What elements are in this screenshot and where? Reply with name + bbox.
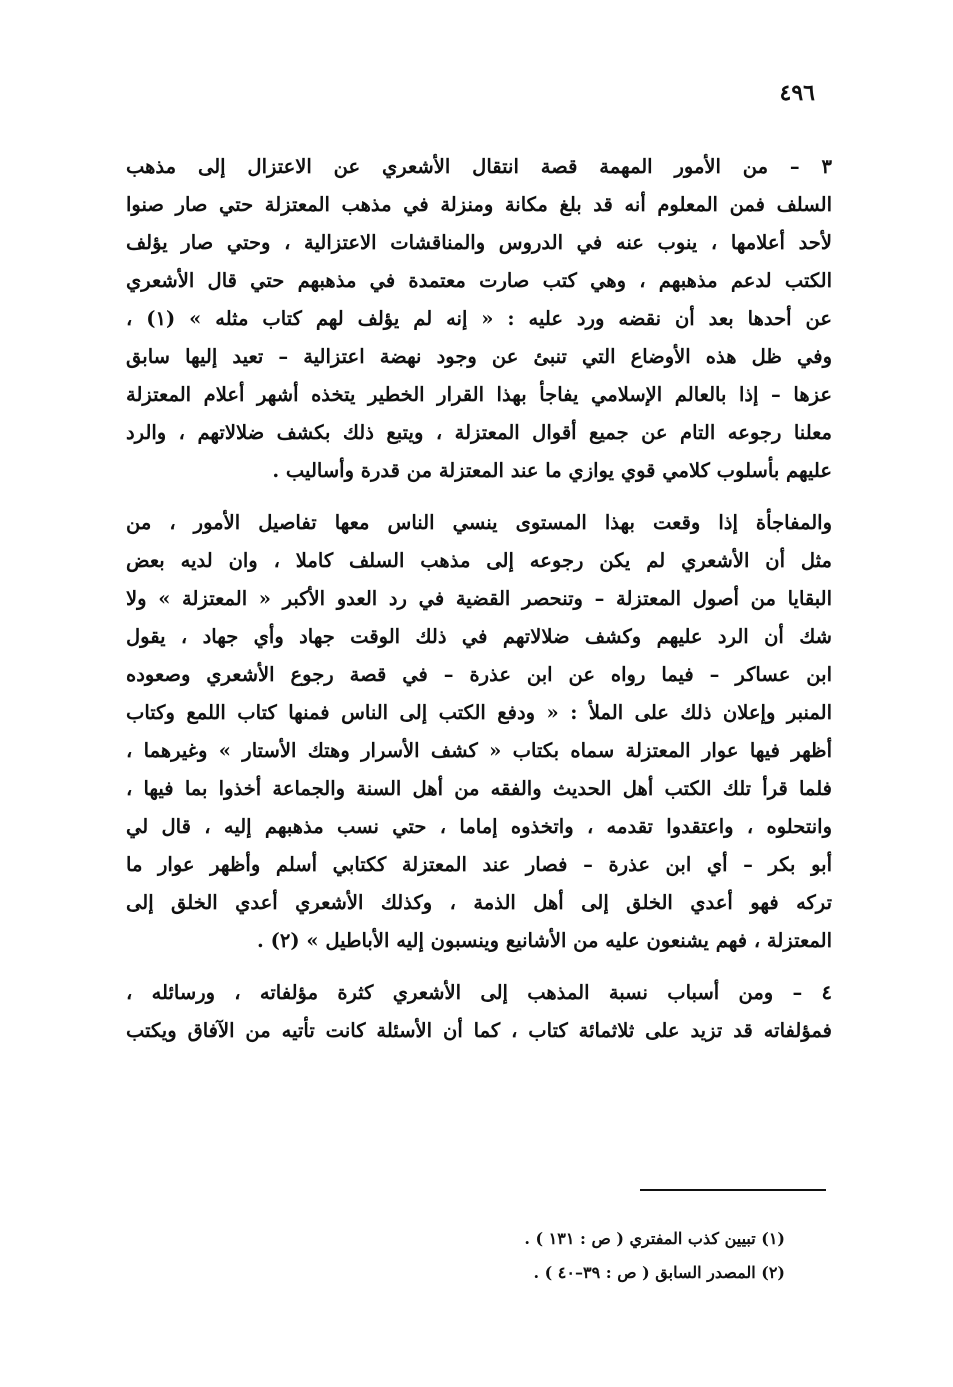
text-line: وانتحلوه ، واعتقدوا تقدمه ، واتخذوه إماما ، حتي نسب مذهبهم إليه ، قال لي [126, 815, 832, 838]
text-line: عليهم بأسلوب كلامي قوي يوازي ما عند المعتزلة من قدرة وأساليب . [272, 459, 832, 482]
footnotes [524, 1222, 785, 1290]
text-line: والمفاجأة إذا وقعت بهذا المستوى ينسي الناس معها تفاصيل الأمور ، من [126, 511, 832, 534]
paragraph-gap [126, 960, 832, 974]
text-line: شك أن الرد عليهم وكشف ضلالاتهم في ذلك الوقت جهاد وأي جهاد ، يقول [126, 625, 832, 648]
text-line: وفي ظل هذه الأوضاع التي تنبئ عن وجود نهضة اعتزالية – تعيد إليها سابق [126, 345, 832, 368]
text-line: فلما قرأ تلك الكتب أهل الحديث والفقه من أهل السنة والجماعة أخذوا بما فيها ، [126, 777, 832, 800]
text-line: البقايا من أصول المعتزلة – وتنحصر القضية في رد العدو الأكبر « المعتزلة » ولا [126, 587, 832, 610]
text-line: الكتب لدعم مذهبهم ، وهي كتب صارت معتمدة في مذهبهم حتي قال الأشعري [126, 269, 832, 292]
footnote-divider [640, 1189, 826, 1191]
paragraph-3 [126, 974, 832, 1050]
page-number: ٤٩٦ [779, 80, 815, 106]
text-line: ٣ – من الأمور المهمة قصة انتقال الأشعري عن الاعتزال إلى مذهب [126, 155, 832, 178]
text-line: أبو بكر – أي ابن عذرة – فصار عند المعتزلة ككتابي أسلم وأظهر عوار ما [126, 853, 832, 876]
text-line: مثل أن الأشعري لم يكن رجوعه إلى مذهب السلف كاملا ، وان لديه بعض [126, 549, 832, 572]
text-line: أظهر فيها عوار المعتزلة سماه بكتاب « كشف الأسرار وهتك الأستار » وغيرهما ، [126, 739, 832, 762]
body-text [126, 148, 832, 1050]
text-line: ٤ – ومن أسباب نسبة المذهب إلى الأشعري كثرة مؤلفاته ، ورسائله ، [126, 981, 832, 1004]
text-line: معلنا رجوعه التام عن جميع أقوال المعتزلة ، ويتبع ذلك بكشف ضلالاتهم ، والرد [126, 421, 832, 444]
text-line: لأحد أعلامها ، ينوب عنه في الدروس والمناقشات الاعتزالية ، وحتي صار يؤلف [126, 231, 832, 254]
text-line: ابن عساكر – فيما رواه عن ابن عذرة – في قصة رجوع الأشعري وصعوده [126, 663, 832, 686]
text-line: السلف فمن المعلوم أنه قد بلغ مكانة ومنزلة في مذهب المعتزلة حتي صار صنوا [126, 193, 832, 216]
paragraph-gap [126, 490, 832, 504]
text-line: فمؤلفاته قد تزيد على ثلاثمائة كتاب ، كما أن الأسئلة كانت تأتيه من الآفاق ويكتب [126, 1019, 832, 1042]
text-line: عزها – إذا بالعالم الإسلامي يفاجأ بهذا القرار الخطير يتخذه أشهر أعلام المعتزلة [126, 383, 832, 406]
text-line: عن أحدها بعد أن نقضه ورد عليه : « إنه لم يؤلف لهم كتاب مثله » (١) ، [126, 307, 832, 330]
footnote-2: (٢) المصدر السابق ( ص : ٣٩–٤٠ ) . [533, 1263, 785, 1282]
paragraph-2 [126, 504, 832, 960]
text-line: المعتزلة ، فهم يشنعون عليه من الأشانيع وينسبون إليه الأباطيل » (٢) . [257, 929, 832, 952]
paragraph-1 [126, 148, 832, 490]
footnote-1: (١) تبيين كذب المفتري ( ص : ١٣١ ) . [524, 1229, 785, 1248]
text-line: تركه فهو أعدي الخلق إلى أهل الذمة ، وكذلك الأشعري أعدي الخلق إلى [126, 891, 832, 914]
text-line: المنبر وإعلان ذلك على الملأ : « ودفع الكتب إلى الناس فمنها كتاب اللمع وكتاب [126, 701, 832, 724]
